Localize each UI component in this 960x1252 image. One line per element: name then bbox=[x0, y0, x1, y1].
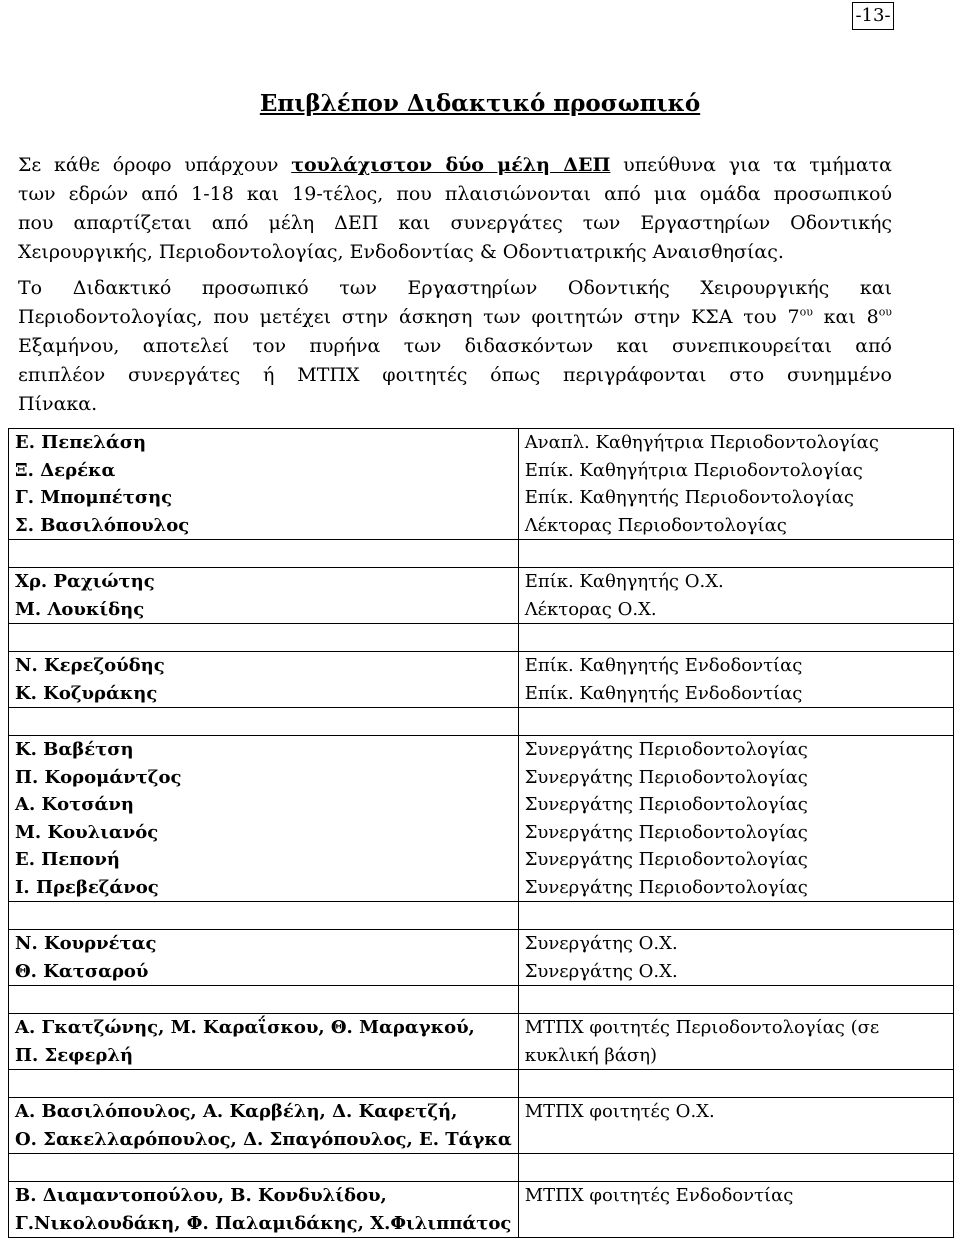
staff-role: Λέκτορας Ο.Χ. bbox=[524, 598, 657, 620]
paragraph-line: Εξαμήνου, αποτελεί τον πυρήνα των διδασκόντων και συνεπικουρείται από bbox=[18, 335, 892, 357]
staff-name: Γ. Μπομπέτσης bbox=[15, 487, 173, 508]
spacer-cell bbox=[518, 986, 953, 1014]
staff-group-row bbox=[9, 1098, 954, 1154]
staff-name: Α. Γκατζώνης, Μ. Καραΐσκου, Θ. Μαραγκού, bbox=[15, 1017, 475, 1038]
staff-role: Συνεργάτης Ο.Χ. bbox=[524, 933, 678, 954]
text-run: και 8 bbox=[812, 306, 879, 328]
staff-name: Μ. Κουλιανός bbox=[15, 821, 159, 843]
staff-names-cell bbox=[9, 1098, 519, 1154]
staff-roles-cell bbox=[518, 736, 953, 902]
spacer-cell bbox=[9, 902, 519, 930]
staff-names-cell bbox=[9, 1182, 519, 1238]
staff-name: Κ. Κοζυράκης bbox=[15, 682, 158, 704]
staff-role: Συνεργάτης Περιοδοντολογίας bbox=[524, 766, 808, 788]
group-spacer-row bbox=[9, 986, 954, 1014]
staff-group-row bbox=[9, 652, 954, 708]
spacer-cell bbox=[9, 708, 519, 736]
staff-role: Επίκ. Καθηγητής Ενδοδοντίας bbox=[524, 682, 803, 704]
page-number: -13- bbox=[852, 2, 894, 30]
staff-names-cell bbox=[9, 736, 519, 902]
paragraph-line: Το Διδακτικό προσωπικό των Εργαστηρίων Οδοντικής Χειρουργικής και bbox=[18, 277, 892, 299]
staff-role: Λέκτορας Περιοδοντολογίας bbox=[524, 514, 787, 536]
staff-role: ΜΤΠΧ φοιτητές Περιοδοντολογίας (σε bbox=[524, 1017, 880, 1038]
staff-roles-cell bbox=[518, 1182, 953, 1238]
staff-role: Επίκ. Καθηγητής Περιοδοντολογίας bbox=[524, 487, 854, 508]
spacer-cell bbox=[518, 708, 953, 736]
staff-role: Συνεργάτης Περιοδοντολογίας bbox=[524, 794, 808, 815]
text-run: Σε κάθε όροφο υπάρχουν bbox=[18, 154, 292, 176]
staff-names-cell bbox=[9, 429, 519, 540]
staff-role: Επίκ. Καθηγήτρια Περιοδοντολογίας bbox=[524, 459, 863, 481]
staff-name: Σ. Βασιλόπουλος bbox=[15, 514, 190, 536]
staff-group-row bbox=[9, 1182, 954, 1238]
staff-role: Συνεργάτης Περιοδοντολογίας bbox=[524, 739, 808, 760]
spacer-cell bbox=[518, 902, 953, 930]
staff-name: Α. Κοτσάνη bbox=[15, 794, 134, 815]
spacer-cell bbox=[518, 1154, 953, 1182]
spacer-cell bbox=[9, 1154, 519, 1182]
staff-group-row bbox=[9, 736, 954, 902]
group-spacer-row bbox=[9, 1154, 954, 1182]
text-run: Περιοδοντολογίας, που μετέχει στην άσκηση των φοιτητών στην ΚΣΑ του 7 bbox=[18, 306, 800, 328]
group-spacer-row bbox=[9, 902, 954, 930]
staff-group-row bbox=[9, 930, 954, 986]
staff-role: Συνεργάτης Περιοδοντολογίας bbox=[524, 849, 808, 870]
staff-names-cell bbox=[9, 930, 519, 986]
staff-paragraph bbox=[18, 274, 892, 419]
staff-name: Ι. Πρεβεζάνος bbox=[15, 876, 159, 898]
page-title: Επιβλέπον Διδακτικό προσωπικό bbox=[259, 90, 701, 117]
staff-name: Ε. Πεπονή bbox=[15, 849, 120, 870]
emphasized-text: τουλάχιστον δύο μέλη ΔΕΠ bbox=[291, 154, 611, 176]
spacer-cell bbox=[518, 1070, 953, 1098]
staff-roles-cell bbox=[518, 568, 953, 624]
staff-name: Ξ. Δερέκα bbox=[15, 459, 116, 481]
staff-name: Κ. Βαβέτση bbox=[15, 739, 134, 760]
paragraph-line: Χειρουργικής, Περιοδοντολογίας, Ενδοδοντίας & Οδοντιατρικής Αναισθησίας. bbox=[18, 241, 784, 263]
group-spacer-row bbox=[9, 1070, 954, 1098]
group-spacer-row bbox=[9, 540, 954, 568]
staff-names-cell bbox=[9, 568, 519, 624]
staff-name: Μ. Λουκίδης bbox=[15, 598, 145, 620]
paragraph-line bbox=[18, 151, 892, 180]
staff-roles-cell bbox=[518, 1098, 953, 1154]
staff-roles-cell bbox=[518, 429, 953, 540]
staff-role: ΜΤΠΧ φοιτητές Ο.Χ. bbox=[524, 1101, 715, 1122]
staff-name: Π. Κορομάντζος bbox=[15, 766, 182, 788]
staff-roles-cell bbox=[518, 652, 953, 708]
spacer-cell bbox=[9, 1070, 519, 1098]
staff-role: κυκλική βάση) bbox=[524, 1044, 658, 1066]
staff-group-row bbox=[9, 568, 954, 624]
spacer-cell bbox=[518, 540, 953, 568]
staff-roles-cell bbox=[518, 930, 953, 986]
staff-role: ΜΤΠΧ φοιτητές Ενδοδοντίας bbox=[524, 1185, 794, 1206]
staff-names-cell bbox=[9, 652, 519, 708]
staff-name: Π. Σεφερλή bbox=[15, 1044, 134, 1066]
group-spacer-row bbox=[9, 624, 954, 652]
staff-role: Συνεργάτης Περιοδοντολογίας bbox=[524, 876, 808, 898]
staff-role: Αναπλ. Καθηγήτρια Περιοδοντολογίας bbox=[524, 432, 879, 453]
staff-role: Επίκ. Καθηγητής Ο.Χ. bbox=[524, 571, 724, 592]
spacer-cell bbox=[9, 624, 519, 652]
staff-name: Β. Διαμαντοπούλου, Β. Κονδυλίδου, bbox=[15, 1185, 387, 1206]
staff-name: Χρ. Ραχιώτης bbox=[15, 571, 155, 592]
staff-group-row bbox=[9, 1014, 954, 1070]
staff-roles-cell bbox=[518, 1014, 953, 1070]
staff-name: Ν. Κερεζούδης bbox=[15, 655, 165, 676]
staff-name: Γ.Νικολουδάκη, Φ. Παλαμιδάκης, Χ.Φιλιππάτος bbox=[15, 1212, 512, 1234]
paragraph-line: που απαρτίζεται από μέλη ΔΕΠ και συνεργάτες των Εργαστηρίων Οδοντικής bbox=[18, 212, 892, 234]
superscript: ου bbox=[878, 305, 892, 319]
spacer-cell bbox=[9, 540, 519, 568]
staff-name: Ο. Σακελλαρόπουλος, Δ. Σπαγόπουλος, Ε. Τάγκα bbox=[15, 1128, 512, 1150]
staff-name: Α. Βασιλόπουλος, Α. Καρβέλη, Δ. Καφετζή, bbox=[15, 1101, 458, 1122]
text-run: υπεύθυνα για τα τμήματα bbox=[610, 154, 892, 176]
paragraph-line bbox=[18, 303, 892, 332]
staff-table bbox=[8, 428, 954, 1238]
staff-role: Επίκ. Καθηγητής Ενδοδοντίας bbox=[524, 655, 803, 676]
staff-group-row bbox=[9, 429, 954, 540]
staff-role: Συνεργάτης Περιοδοντολογίας bbox=[524, 821, 808, 843]
spacer-cell bbox=[9, 986, 519, 1014]
group-spacer-row bbox=[9, 708, 954, 736]
staff-role: Συνεργάτης Ο.Χ. bbox=[524, 960, 678, 982]
paragraph-line: Πίνακα. bbox=[18, 393, 98, 415]
superscript: ου bbox=[799, 305, 813, 319]
staff-name: Θ. Κατσαρού bbox=[15, 960, 149, 982]
intro-paragraph bbox=[18, 151, 892, 267]
spacer-cell bbox=[518, 624, 953, 652]
paragraph-line: των εδρών από 1-18 και 19-τέλος, που πλαισιώνονται από μια ομάδα προσωπικού bbox=[18, 183, 892, 205]
staff-table-body bbox=[9, 429, 954, 1238]
staff-name: Ν. Κουρνέτας bbox=[15, 933, 157, 954]
staff-name: Ε. Πεπελάση bbox=[15, 432, 147, 453]
staff-names-cell bbox=[9, 1014, 519, 1070]
paragraph-line: επιπλέον συνεργάτες ή ΜΤΠΧ φοιτητές όπως περιγράφονται στο συνημμένο bbox=[18, 364, 892, 386]
